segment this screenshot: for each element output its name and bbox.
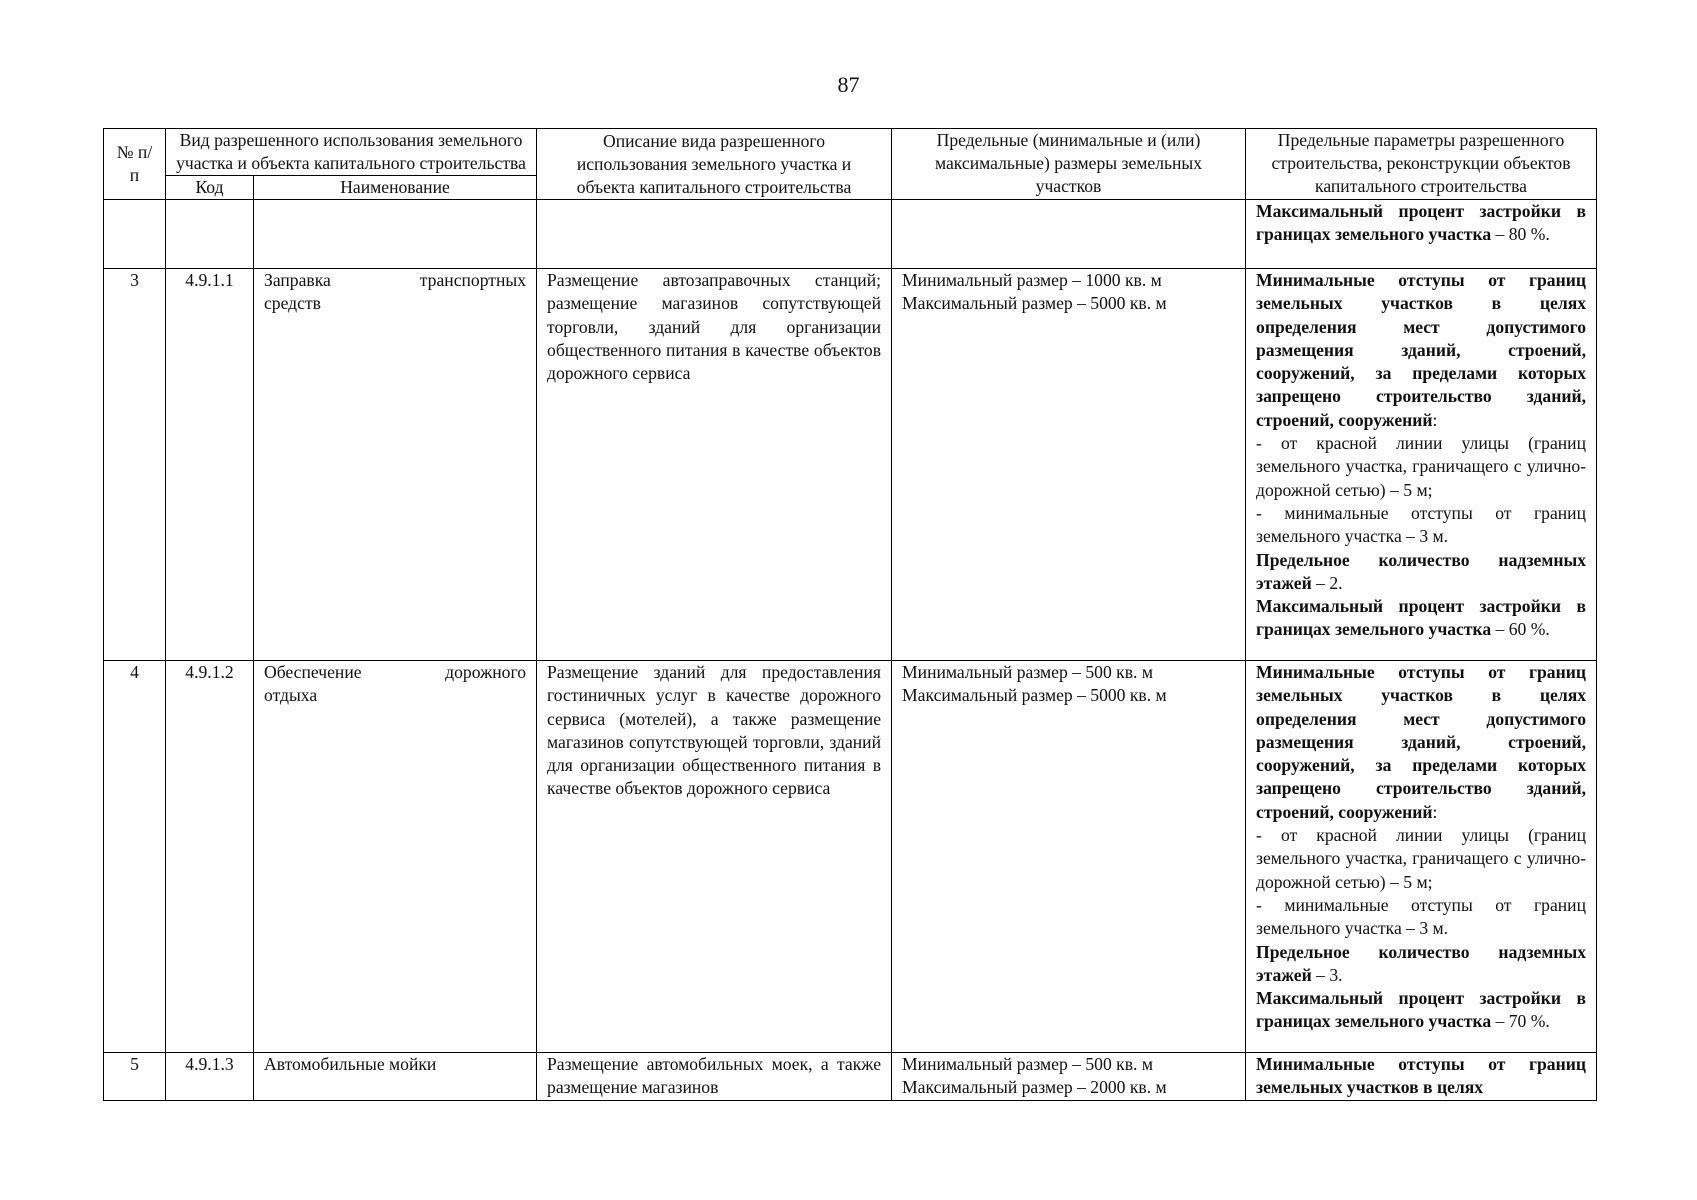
cell-params [1246, 1053, 1597, 1101]
setback-min: - минимальные отступы от границ земельного участка – 3 м. [1256, 894, 1587, 939]
size-min: Минимальный размер – 500 кв. м [902, 662, 1153, 682]
cell-code: 4.9.1.1 [166, 269, 254, 661]
cell-params [1246, 269, 1597, 661]
table-row [104, 269, 1597, 661]
header-sizes: Предельные (минимальные и (или) максимальные) размеры земельных участков [892, 129, 1246, 200]
cell-number: 3 [104, 269, 166, 661]
table-row-continuation [104, 200, 1597, 269]
setback-colon: : [1432, 801, 1438, 822]
cell-empty [104, 200, 166, 269]
cell-name [254, 269, 537, 661]
floors-value: – 2. [1311, 572, 1343, 593]
cell-sizes [892, 1053, 1246, 1101]
cell-empty [254, 200, 537, 269]
cell-code: 4.9.1.2 [166, 661, 254, 1053]
setback-red-line: - от красной линии улицы (границ земельного участка, граничащего с улично-дорожной сетью) – 5 м; [1256, 433, 1587, 500]
table-row [104, 661, 1597, 1053]
name-line: Обеспечение дорожного [264, 662, 527, 682]
size-min: Минимальный размер – 1000 кв. м [902, 270, 1162, 290]
header-description: Описание вида разрешенного использования земельного участка и объекта капитального строительства [537, 129, 892, 200]
page-number: 87 [837, 72, 860, 97]
floors-label: Предельное количество надземных этажей [1256, 941, 1587, 985]
max-percent-label: Максимальный процент застройки в границах земельного участка [1256, 201, 1587, 245]
header-name: Наименование [254, 176, 537, 200]
max-percent-label: Максимальный процент застройки в границах земельного участка [1256, 988, 1587, 1032]
cell-empty [166, 200, 254, 269]
header-params: Предельные параметры разрешенного строительства, реконструкции объектов капитального строительства [1246, 129, 1597, 200]
header-kind-group: Вид разрешенного использования земельного участка и объекта капитального строительства [166, 129, 537, 176]
cell-empty [892, 200, 1246, 269]
cell-number: 5 [104, 1053, 166, 1101]
max-percent-label: Максимальный процент застройки в границах земельного участка [1256, 596, 1587, 640]
max-percent-value: – 80 %. [1491, 224, 1550, 245]
setback-label: Минимальные отступы от границ земельных участков в целях определения мест допустимого размещения зданий, строений, сооружений, за пределами которых запрещено строительство зданий, строений, сооружений [1256, 270, 1587, 430]
setback-colon: : [1432, 409, 1438, 430]
table-header-row [104, 129, 1597, 176]
cell-params [1246, 661, 1597, 1053]
floors-label: Предельное количество надземных этажей [1256, 549, 1587, 593]
cell-sizes [892, 269, 1246, 661]
header-code: Код [166, 176, 254, 200]
max-percent-value: – 60 %. [1491, 619, 1550, 640]
size-max: Максимальный размер – 5000 кв. м [902, 293, 1167, 314]
cell-code: 4.9.1.3 [166, 1053, 254, 1101]
size-min: Минимальный размер – 500 кв. м [902, 1054, 1153, 1074]
floors-value: – 3. [1311, 964, 1343, 985]
setback-red-line: - от красной линии улицы (границ земельного участка, граничащего с улично-дорожной сетью) – 5 м; [1256, 825, 1587, 892]
setback-min: - минимальные отступы от границ земельного участка – 3 м. [1256, 502, 1587, 547]
header-number: № п/п [104, 129, 166, 200]
setback-label: Минимальные отступы от границ земельных участков в целях [1256, 1054, 1587, 1098]
max-percent-value: – 70 %. [1491, 1011, 1550, 1032]
cell-name [254, 661, 537, 1053]
cell-name: Автомобильные мойки [254, 1053, 537, 1101]
cell-number: 4 [104, 661, 166, 1053]
size-max: Максимальный размер – 5000 кв. м [902, 685, 1167, 706]
land-use-table [103, 128, 1597, 1101]
cell-params [1246, 200, 1597, 269]
name-line: Заправка транспортных [264, 270, 527, 290]
size-max: Максимальный размер – 2000 кв. м [902, 1077, 1167, 1098]
cell-description: Размещение зданий для предоставления гостиничных услуг в качестве дорожного сервиса (мотелей), а также размещение магазинов сопутствующей торговли, зданий для организации общественного питания в качестве объектов дорожного сервиса [537, 661, 892, 1053]
cell-empty [537, 200, 892, 269]
name-line: средств [264, 293, 321, 314]
name-line: отдыха [264, 685, 318, 706]
table-row [104, 1053, 1597, 1101]
cell-description: Размещение автозаправочных станций; размещение магазинов сопутствующей торговли, зданий для организации общественного питания в качестве объектов дорожного сервиса [537, 269, 892, 661]
setback-label: Минимальные отступы от границ земельных участков в целях определения мест допустимого размещения зданий, строений, сооружений, за пределами которых запрещено строительство зданий, строений, сооружений [1256, 662, 1587, 822]
cell-sizes [892, 661, 1246, 1053]
cell-description: Размещение автомобильных моек, а также размещение магазинов [537, 1053, 892, 1101]
